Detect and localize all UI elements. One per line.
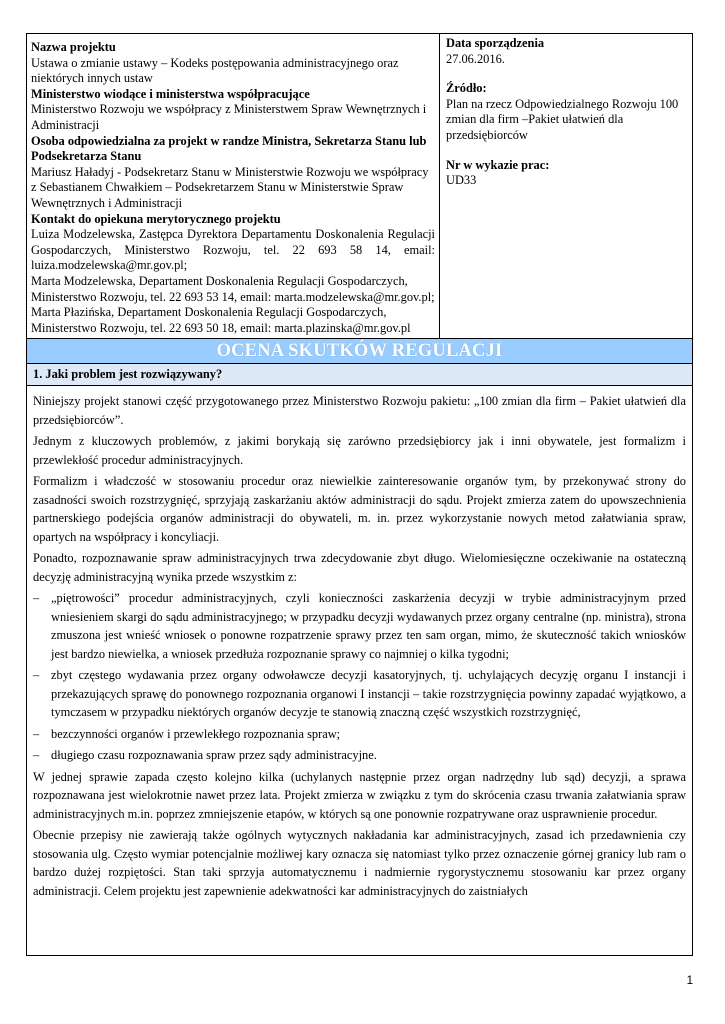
contact-label: Kontakt do opiekuna merytorycznego projektu xyxy=(31,211,281,226)
dash-marker: – xyxy=(33,726,40,741)
list-no-label: Nr w wykazie prac: xyxy=(446,157,550,172)
body-cell xyxy=(27,386,693,956)
list-item xyxy=(33,725,686,744)
dash-marker: – xyxy=(33,668,40,683)
osr-document xyxy=(26,33,693,956)
responsible-value: Mariusz Haładyj - Podsekretarz Stanu w Ministerstwie Rozwoju we współpracy z Sebastianem Chwałkiem – Podsekretarzem Stanu w Ministerstwie Spraw Wewnętrznych i Administracji xyxy=(31,164,429,210)
paragraph-1: Niniejszy projekt stanowi część przygotowanego przez Ministerstwo Rozwoju pakietu: „100 zmian dla firm – Pakiet ułatwień dla przedsiębiorców”. xyxy=(33,394,686,427)
list-item xyxy=(33,746,686,765)
list-item xyxy=(33,666,686,722)
source-value: Plan na rzecz Odpowiedzialnego Rozwoju 100 zmian dla firm –Pakiet ułatwień dla przedsiębiorców xyxy=(446,96,679,142)
meta-info-cell xyxy=(440,34,693,339)
dash-marker: – xyxy=(33,748,40,763)
contact-3: Marta Płazińska, Departament Doskonalenia Regulacji Gospodarczych, Ministerstwo Rozwoju, tel. 22 693 50 18, email: marta.plazinska@mr.gov.pl xyxy=(31,305,411,335)
list-item-text: bezczynności organów i przewlekłego rozpoznania spraw; xyxy=(51,726,341,741)
osr-table xyxy=(26,33,693,956)
list-item-text: „piętrowości” procedur administracyjnych, czyli konieczności zaskarżenia decyzji w trybie administracyjnym przed wniesieniem skargi do sądu administracyjnego; w przypadku decyzji wydawanych przez organy centralne (np. ministra), strona zmuszona jest wnieść wniosek o ponowne rozpatrzenie sprawy przez ten sam organ, mimo, że skuteczność takich wniosków jest bardzo niewielka, a wniosek przedłuża rozpoznanie sprawy co najmniej o kilka tygodni; xyxy=(51,591,686,661)
question-row xyxy=(27,364,693,386)
paragraph-3: Formalizm i władczość w stosowaniu procedur oraz niewielkie zainteresowanie organów tym, by przekonywać strony do zasadności swoich rozstrzygnięć, sprzyjają zaskarżaniu aktów administracji do sądu. Projekt zmierza zatem do upowszechnienia partnerskiego podejścia organów administracji do obywateli, m. in. przez wykorzystanie nowych metod załatwiania spraw, opartych na współpracy i koncyliacji. xyxy=(33,474,686,544)
ministry-value: Ministerstwo Rozwoju we współpracy z Ministerstwem Spraw Wewnętrznych i Administracji xyxy=(31,102,427,132)
contact-1: Luiza Modzelewska, Zastępca Dyrektora Departamentu Doskonalenia Regulacji Gospodarczych, Ministerstwo Rozwoju, tel. 22 693 58 14, email: luiza.modzelewska@mr.gov.pl; xyxy=(31,227,435,273)
paragraph-6: Obecnie przepisy nie zawierają także ogólnych wytycznych nakładania kar administracyjnych, zasad ich przedawnienia czy stosowania ulg. Często wymiar potencjalnie możliwej kary oznacza się natomiast tylko przez oznaczenie górnej granicy lub ram o bardzo dużej rozpiętości. Stan taki sprzyja automatycznemu i nadmiernie rygorystycznemu stosowaniu kar przez organy administracji. Celem projektu jest zapewnienie adekwatności kar administracyjnych do zaistniałych xyxy=(33,828,686,898)
body-row xyxy=(27,386,693,956)
date-value: 27.06.2016. xyxy=(446,51,505,66)
dash-marker: – xyxy=(33,591,40,606)
list-no-value: UD33 xyxy=(446,173,477,188)
list-item-text: zbyt częstego wydawania przez organy odwoławcze decyzji kasatoryjnych, tj. uchylających decyzję organu I instancji i przekazujących sprawę do ponownego rozpoznania organowi I instancji – takie rozstrzygnięcia powinny zapadać wyjątkowo, a tymczasem w przypadku niektórych organów decyzje te stanowią znaczną część wszystkich rozstrzygnięć, xyxy=(51,668,686,720)
paragraph-2: Jednym z kluczowych problemów, z jakimi borykają się zarówno przedsiębiorcy jak i inni obywatele, jest formalizm i przewlekłość procedur administracyjnych. xyxy=(33,434,686,467)
paragraph-5: W jednej sprawie zapada często kolejno kilka (uchylanych następnie przez organ nadrzędny lub sąd) decyzji, a sprawa rozpoznawana jest wielokrotnie nawet przez lata. Projekt zmierza w związku z tym do skrócenia czasu trwania załatwiania spraw administracyjnych m.in. poprzez zmniejszenie etapów, w których są one ponownie rozpatrywane oraz usprawnienie procedur. xyxy=(33,769,686,821)
date-label: Data sporządzenia xyxy=(446,36,545,50)
page-number: 1 xyxy=(686,975,693,987)
project-name-label: Nazwa projektu xyxy=(31,40,116,54)
project-info-cell xyxy=(27,34,440,339)
project-name-value: Ustawa o zmianie ustawy – Kodeks postępowania administracyjnego oraz niektórych innych ustaw xyxy=(31,55,399,86)
list-item-text: długiego czasu rozpoznawania spraw przez sądy administracyjne. xyxy=(51,748,377,763)
list-item xyxy=(33,589,686,663)
contact-2: Marta Modzelewska, Departament Doskonalenia Regulacji Gospodarczych, Ministerstwo Rozwoju, tel. 22 693 53 14, email: marta.modzelewska@mr.gov.pl; xyxy=(31,273,435,304)
source-label: Źródło: xyxy=(446,81,487,96)
header-row xyxy=(27,34,693,339)
question-1: 1. Jaki problem jest rozwiązywany? xyxy=(27,364,693,386)
ministry-label: Ministerstwo wiodące i ministerstwa współpracujące xyxy=(31,86,310,101)
section-title: OCENA SKUTKÓW REGULACJI xyxy=(216,341,503,362)
section-title-row xyxy=(27,339,693,364)
responsible-label: Osoba odpowiedzialna za projekt w randze Ministra, Sekretarza Stanu lub Podsekretarza Stanu xyxy=(31,133,427,164)
paragraph-4: Ponadto, rozpoznawanie spraw administracyjnych trwa zdecydowanie zbyt długo. Wielomiesięczne oczekiwanie na ostateczną decyzję administracyjną wynika przede wszystkim z: xyxy=(33,551,686,584)
